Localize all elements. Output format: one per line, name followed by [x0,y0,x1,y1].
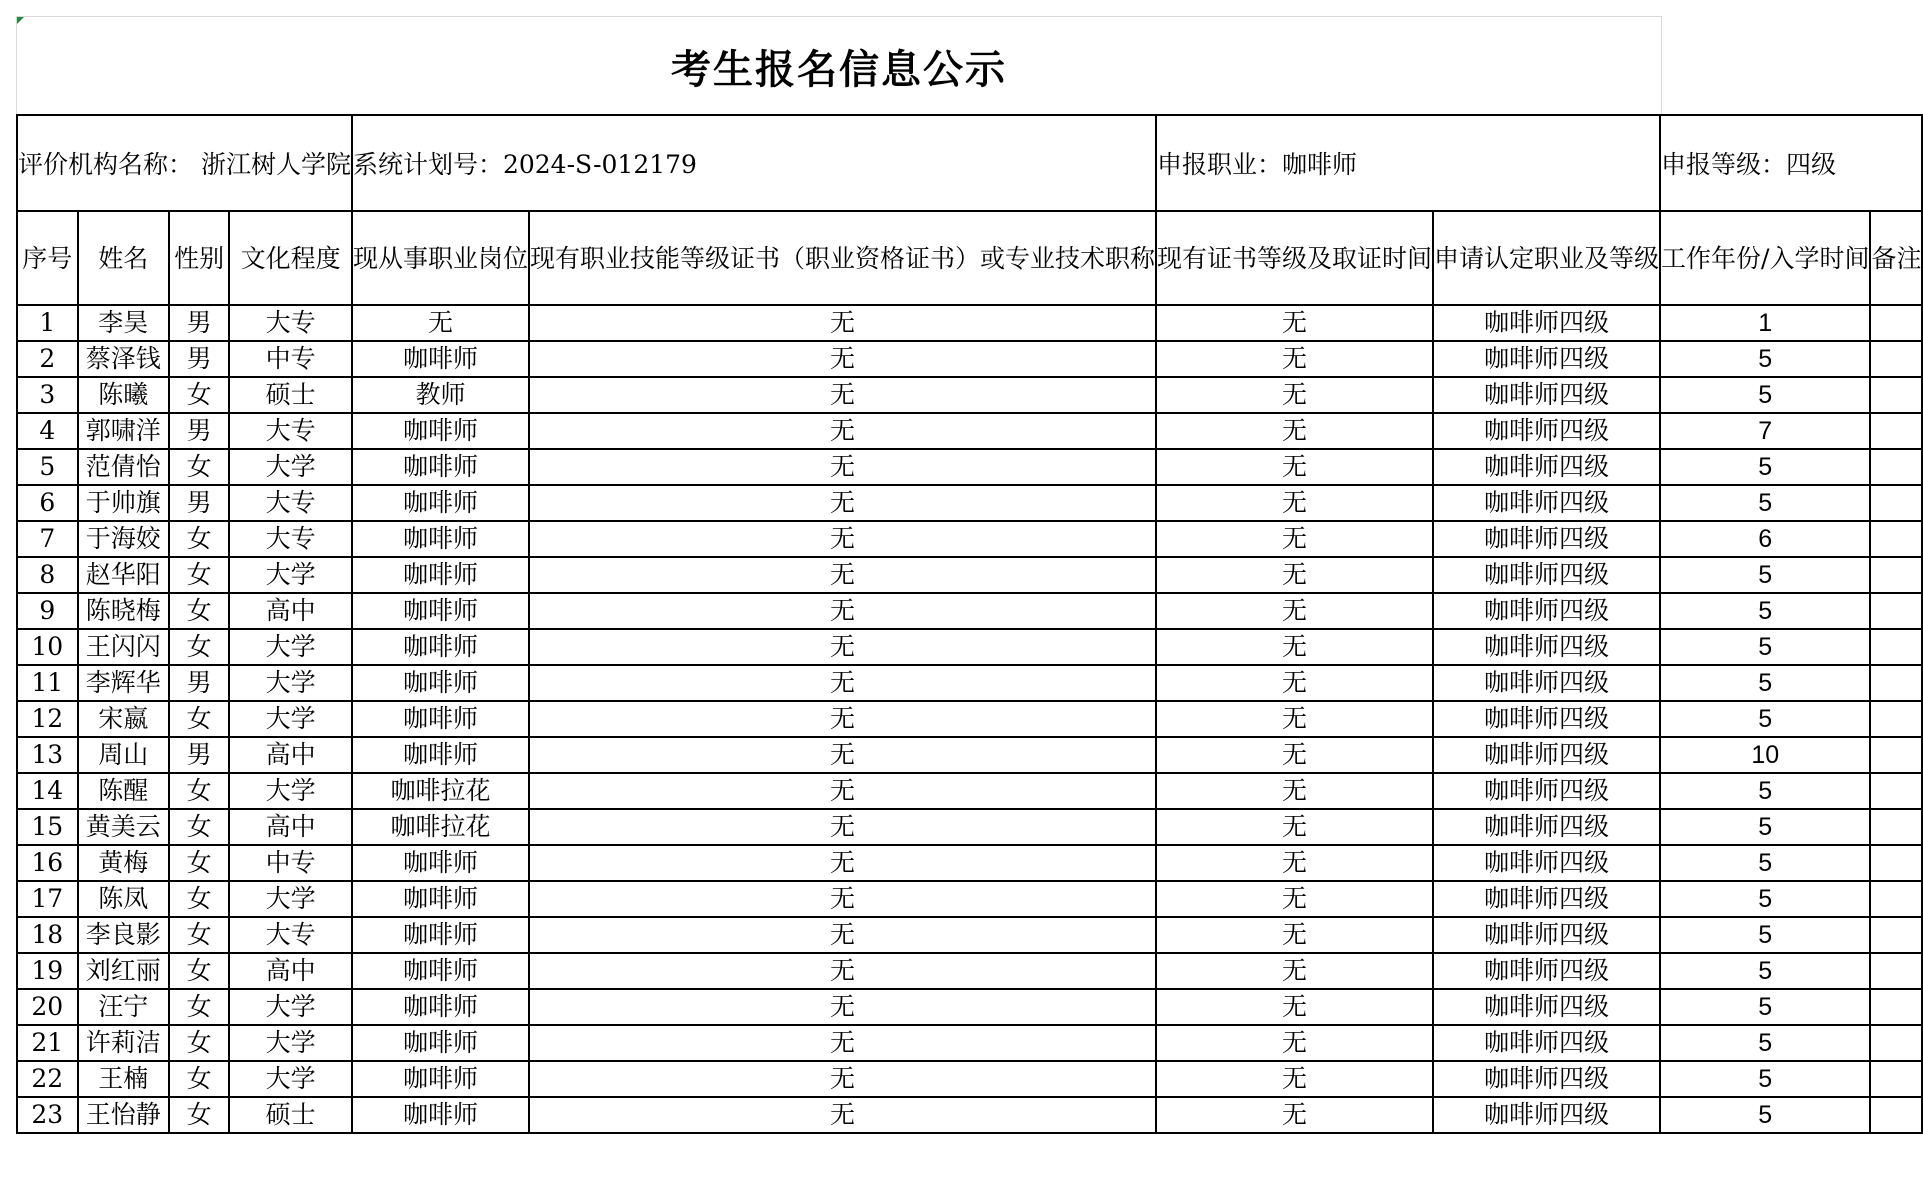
cell-gender: 男 [169,737,230,773]
cell-position: 咖啡师 [352,989,529,1025]
cell-apply-level: 咖啡师四级 [1433,953,1660,989]
cell-gender: 女 [169,593,230,629]
cell-position: 咖啡师 [352,485,529,521]
cell-position: 咖啡师 [352,1097,529,1133]
cell-remark [1870,1061,1922,1097]
cell-certificate-level: 无 [1156,701,1433,737]
cell-apply-level: 咖啡师四级 [1433,773,1660,809]
cell-name: 王楠 [78,1061,169,1097]
cell-remark [1870,773,1922,809]
table-row [17,881,1922,917]
cell-education: 大学 [229,773,352,809]
cell-name: 李昊 [78,305,169,341]
cell-position: 咖啡师 [352,629,529,665]
cell-name: 刘红丽 [78,953,169,989]
cell-certificate: 无 [529,305,1156,341]
cell-seq: 18 [17,917,78,953]
cell-years: 5 [1660,845,1870,881]
cell-position: 咖啡师 [352,701,529,737]
cell-position: 咖啡拉花 [352,773,529,809]
cell-education: 高中 [229,809,352,845]
cell-name: 赵华阳 [78,557,169,593]
cell-position: 咖啡师 [352,1025,529,1061]
cell-name: 郭啸洋 [78,413,169,449]
cell-certificate: 无 [529,629,1156,665]
cell-gender: 女 [169,557,230,593]
sheet-gridline-top [16,16,1662,17]
cell-education: 大学 [229,449,352,485]
cell-seq: 5 [17,449,78,485]
cell-certificate-level: 无 [1156,989,1433,1025]
cell-position: 咖啡师 [352,737,529,773]
header-position: 现从事职业岗位 [352,211,529,305]
cell-years: 5 [1660,1097,1870,1133]
cell-seq: 4 [17,413,78,449]
cell-position: 咖啡师 [352,881,529,917]
page-title: 考生报名信息公示 [671,46,1007,93]
cell-name: 宋嬴 [78,701,169,737]
header-certificate-level: 现有证书等级及取证时间 [1156,211,1433,305]
cell-name: 李良影 [78,917,169,953]
cell-remark [1870,521,1922,557]
cell-position: 咖啡师 [352,593,529,629]
cell-apply-level: 咖啡师四级 [1433,989,1660,1025]
table-row [17,557,1922,593]
cell-certificate: 无 [529,557,1156,593]
cell-education: 大专 [229,413,352,449]
cell-position: 咖啡师 [352,341,529,377]
cell-education: 大学 [229,701,352,737]
cell-remark [1870,665,1922,701]
cell-apply-level: 咖啡师四级 [1433,629,1660,665]
cell-name: 蔡泽钱 [78,341,169,377]
cell-gender: 女 [169,881,230,917]
cell-gender: 女 [169,1025,230,1061]
cell-gender: 男 [169,665,230,701]
cell-education: 大专 [229,917,352,953]
cell-gender: 男 [169,305,230,341]
table-row [17,773,1922,809]
cell-years: 5 [1660,593,1870,629]
cell-name: 陈曦 [78,377,169,413]
cell-seq: 16 [17,845,78,881]
cell-apply-level: 咖啡师四级 [1433,1097,1660,1133]
cell-apply-level: 咖啡师四级 [1433,485,1660,521]
cell-seq: 6 [17,485,78,521]
cell-seq: 19 [17,953,78,989]
cell-gender: 女 [169,809,230,845]
cell-certificate-level: 无 [1156,1061,1433,1097]
cell-position: 教师 [352,377,529,413]
cell-years: 5 [1660,953,1870,989]
cell-certificate: 无 [529,773,1156,809]
cell-apply-level: 咖啡师四级 [1433,449,1660,485]
table-row [17,809,1922,845]
cell-education: 大学 [229,1061,352,1097]
header-years: 工作年份/入学时间 [1660,211,1870,305]
cell-education: 大专 [229,485,352,521]
cell-certificate: 无 [529,845,1156,881]
cell-seq: 14 [17,773,78,809]
info-row [17,115,1922,211]
cell-name: 黄梅 [78,845,169,881]
cell-name: 王怡静 [78,1097,169,1133]
cell-seq: 22 [17,1061,78,1097]
cell-years: 5 [1660,917,1870,953]
cell-seq: 12 [17,701,78,737]
table-row [17,1061,1922,1097]
cell-gender: 男 [169,413,230,449]
cell-certificate-level: 无 [1156,773,1433,809]
cell-apply-level: 咖啡师四级 [1433,1025,1660,1061]
cell-certificate-level: 无 [1156,845,1433,881]
cell-remark [1870,701,1922,737]
cell-remark [1870,305,1922,341]
cell-certificate-level: 无 [1156,665,1433,701]
cell-certificate: 无 [529,593,1156,629]
cell-remark [1870,953,1922,989]
cell-education: 大学 [229,881,352,917]
cell-certificate: 无 [529,665,1156,701]
cell-years: 7 [1660,413,1870,449]
applicant-table [16,114,1923,1134]
table-row [17,521,1922,557]
table-row [17,953,1922,989]
cell-name: 范倩怡 [78,449,169,485]
plan-number-cell: 系统计划号：2024-S-012179 [352,115,1156,211]
cell-certificate-level: 无 [1156,413,1433,449]
cell-remark [1870,737,1922,773]
cell-apply-level: 咖啡师四级 [1433,1061,1660,1097]
cell-certificate: 无 [529,1061,1156,1097]
cell-position: 咖啡师 [352,917,529,953]
cell-certificate-level: 无 [1156,953,1433,989]
cell-certificate-level: 无 [1156,305,1433,341]
cell-apply-level: 咖啡师四级 [1433,557,1660,593]
cell-remark [1870,413,1922,449]
cell-apply-level: 咖啡师四级 [1433,521,1660,557]
cell-years: 5 [1660,557,1870,593]
cell-apply-level: 咖啡师四级 [1433,845,1660,881]
cell-gender: 女 [169,953,230,989]
cell-certificate: 无 [529,809,1156,845]
cell-years: 5 [1660,377,1870,413]
table-row [17,701,1922,737]
cell-remark [1870,1097,1922,1133]
cell-years: 5 [1660,881,1870,917]
cell-remark [1870,917,1922,953]
header-certificate: 现有职业技能等级证书（职业资格证书）或专业技术职称 [529,211,1156,305]
header-remark: 备注 [1870,211,1922,305]
cell-education: 大学 [229,557,352,593]
table-row [17,305,1922,341]
cell-gender: 女 [169,773,230,809]
table-row [17,413,1922,449]
header-apply-level: 申请认定职业及等级 [1433,211,1660,305]
cell-education: 大学 [229,1025,352,1061]
cell-remark [1870,449,1922,485]
cell-years: 6 [1660,521,1870,557]
table-row [17,377,1922,413]
cell-remark [1870,881,1922,917]
cell-certificate-level: 无 [1156,485,1433,521]
cell-education: 中专 [229,845,352,881]
cell-certificate-level: 无 [1156,449,1433,485]
cell-gender: 女 [169,449,230,485]
cell-certificate: 无 [529,377,1156,413]
cell-years: 5 [1660,1025,1870,1061]
cell-years: 5 [1660,449,1870,485]
cell-apply-level: 咖啡师四级 [1433,377,1660,413]
cell-remark [1870,593,1922,629]
cell-education: 中专 [229,341,352,377]
cell-position: 咖啡师 [352,557,529,593]
cell-seq: 11 [17,665,78,701]
cell-years: 5 [1660,701,1870,737]
cell-certificate: 无 [529,737,1156,773]
header-education: 文化程度 [229,211,352,305]
cell-remark [1870,557,1922,593]
header-seq: 序号 [17,211,78,305]
cell-education: 硕士 [229,377,352,413]
cell-gender: 女 [169,701,230,737]
cell-years: 5 [1660,1061,1870,1097]
cell-position: 咖啡师 [352,521,529,557]
cell-seq: 10 [17,629,78,665]
cell-apply-level: 咖啡师四级 [1433,593,1660,629]
cell-certificate: 无 [529,701,1156,737]
cell-name: 许莉洁 [78,1025,169,1061]
cell-years: 5 [1660,629,1870,665]
cell-remark [1870,377,1922,413]
cell-certificate-level: 无 [1156,881,1433,917]
cell-apply-level: 咖啡师四级 [1433,917,1660,953]
cell-years: 5 [1660,773,1870,809]
cell-position: 咖啡师 [352,845,529,881]
cell-name: 陈晓梅 [78,593,169,629]
cell-years: 5 [1660,809,1870,845]
cell-seq: 20 [17,989,78,1025]
cell-name: 汪宁 [78,989,169,1025]
cell-remark [1870,809,1922,845]
cell-years: 5 [1660,665,1870,701]
table-row [17,449,1922,485]
cell-certificate-level: 无 [1156,917,1433,953]
cell-name: 于海姣 [78,521,169,557]
header-name: 姓名 [78,211,169,305]
cell-certificate: 无 [529,413,1156,449]
cell-certificate-level: 无 [1156,521,1433,557]
cell-education: 高中 [229,737,352,773]
cell-gender: 女 [169,377,230,413]
cell-position: 咖啡师 [352,1061,529,1097]
cell-gender: 女 [169,1061,230,1097]
cell-education: 大专 [229,521,352,557]
cell-gender: 男 [169,485,230,521]
table-row [17,665,1922,701]
cell-apply-level: 咖啡师四级 [1433,701,1660,737]
cell-gender: 女 [169,845,230,881]
cell-name: 黄美云 [78,809,169,845]
cell-education: 大学 [229,989,352,1025]
cell-education: 高中 [229,953,352,989]
cell-seq: 1 [17,305,78,341]
cell-comment-marker [17,17,24,24]
cell-gender: 女 [169,629,230,665]
level-cell: 申报等级：四级 [1660,115,1922,211]
cell-certificate: 无 [529,953,1156,989]
cell-seq: 8 [17,557,78,593]
cell-certificate: 无 [529,1025,1156,1061]
cell-certificate: 无 [529,485,1156,521]
cell-years: 5 [1660,341,1870,377]
cell-years: 5 [1660,989,1870,1025]
cell-certificate-level: 无 [1156,737,1433,773]
cell-seq: 2 [17,341,78,377]
table-row [17,917,1922,953]
cell-years: 1 [1660,305,1870,341]
cell-certificate-level: 无 [1156,341,1433,377]
cell-position: 咖啡拉花 [352,809,529,845]
cell-apply-level: 咖啡师四级 [1433,881,1660,917]
cell-seq: 15 [17,809,78,845]
cell-apply-level: 咖啡师四级 [1433,737,1660,773]
cell-remark [1870,485,1922,521]
cell-name: 王闪闪 [78,629,169,665]
cell-name: 陈凤 [78,881,169,917]
cell-certificate-level: 无 [1156,1097,1433,1133]
header-row [17,211,1922,305]
cell-seq: 17 [17,881,78,917]
cell-certificate: 无 [529,341,1156,377]
cell-apply-level: 咖啡师四级 [1433,341,1660,377]
cell-seq: 23 [17,1097,78,1133]
cell-certificate-level: 无 [1156,1025,1433,1061]
cell-education: 硕士 [229,1097,352,1133]
cell-certificate: 无 [529,989,1156,1025]
cell-name: 周山 [78,737,169,773]
table-row [17,1097,1922,1133]
cell-certificate-level: 无 [1156,629,1433,665]
cell-name: 李辉华 [78,665,169,701]
cell-gender: 女 [169,989,230,1025]
cell-remark [1870,1025,1922,1061]
cell-gender: 男 [169,341,230,377]
cell-certificate: 无 [529,449,1156,485]
cell-apply-level: 咖啡师四级 [1433,413,1660,449]
table-row [17,485,1922,521]
cell-position: 咖啡师 [352,953,529,989]
cell-certificate-level: 无 [1156,593,1433,629]
table-row [17,629,1922,665]
cell-education: 大学 [229,665,352,701]
cell-years: 10 [1660,737,1870,773]
cell-education: 大学 [229,629,352,665]
cell-apply-level: 咖啡师四级 [1433,665,1660,701]
cell-education: 高中 [229,593,352,629]
table-row [17,1025,1922,1061]
cell-position: 咖啡师 [352,413,529,449]
cell-certificate-level: 无 [1156,377,1433,413]
cell-seq: 21 [17,1025,78,1061]
cell-certificate: 无 [529,917,1156,953]
cell-position: 咖啡师 [352,449,529,485]
cell-certificate: 无 [529,1097,1156,1133]
cell-remark [1870,341,1922,377]
cell-certificate: 无 [529,881,1156,917]
table-row [17,737,1922,773]
occupation-cell: 申报职业：咖啡师 [1156,115,1660,211]
cell-remark [1870,989,1922,1025]
cell-apply-level: 咖啡师四级 [1433,305,1660,341]
cell-education: 大专 [229,305,352,341]
cell-seq: 3 [17,377,78,413]
cell-seq: 13 [17,737,78,773]
cell-years: 5 [1660,485,1870,521]
table-row [17,341,1922,377]
institution-cell: 评价机构名称： 浙江树人学院 [17,115,352,211]
header-gender: 性别 [169,211,230,305]
cell-certificate-level: 无 [1156,557,1433,593]
cell-certificate: 无 [529,521,1156,557]
cell-seq: 7 [17,521,78,557]
cell-certificate-level: 无 [1156,809,1433,845]
cell-gender: 女 [169,521,230,557]
cell-remark [1870,629,1922,665]
cell-seq: 9 [17,593,78,629]
cell-gender: 女 [169,917,230,953]
cell-apply-level: 咖啡师四级 [1433,809,1660,845]
cell-name: 于帅旗 [78,485,169,521]
table-row [17,593,1922,629]
table-row [17,989,1922,1025]
cell-position: 咖啡师 [352,665,529,701]
cell-remark [1870,845,1922,881]
table-row [17,845,1922,881]
cell-name: 陈醒 [78,773,169,809]
cell-gender: 女 [169,1097,230,1133]
cell-position: 无 [352,305,529,341]
